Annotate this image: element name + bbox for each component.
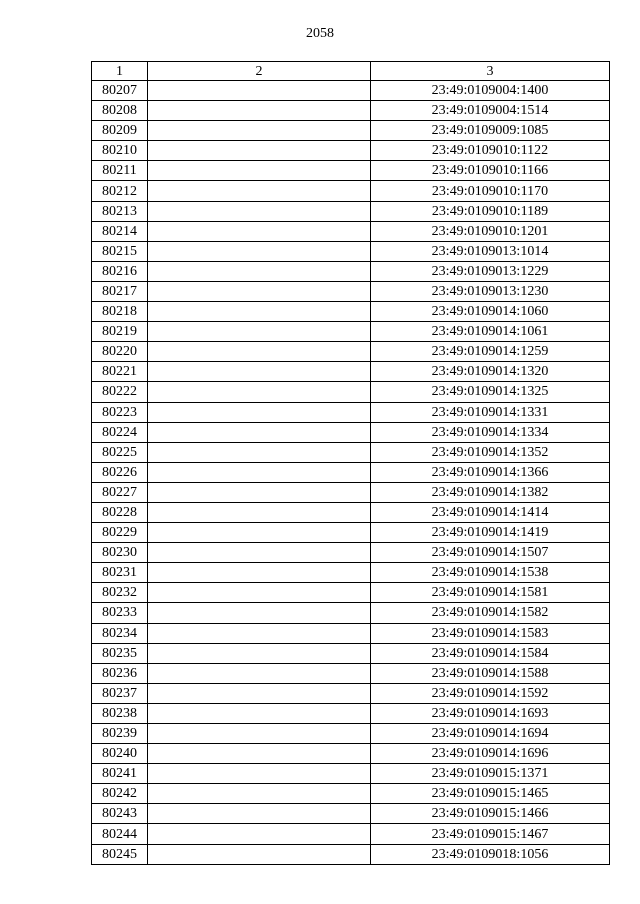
table-row [92,543,610,563]
table-row [92,261,610,281]
column-2-cell [148,402,371,422]
row-number-cell: 80228 [92,502,148,522]
table-row [92,322,610,342]
table-row [92,724,610,744]
row-number-cell: 80232 [92,583,148,603]
table-row [92,402,610,422]
table-row [92,583,610,603]
table-row [92,844,610,864]
table-row [92,764,610,784]
row-number-cell: 80218 [92,302,148,322]
row-number-cell: 80217 [92,281,148,301]
cadastral-number-cell: 23:49:0109014:1582 [371,603,610,623]
column-2-cell [148,161,371,181]
row-number-cell: 80225 [92,442,148,462]
table-row [92,703,610,723]
cadastral-number-cell: 23:49:0109015:1466 [371,804,610,824]
cadastral-number-cell: 23:49:0109015:1467 [371,824,610,844]
table-row [92,623,610,643]
table-body [92,81,610,865]
column-2-cell [148,101,371,121]
column-2-cell [148,502,371,522]
row-number-cell: 80210 [92,141,148,161]
column-2-cell [148,603,371,623]
cadastral-number-cell: 23:49:0109004:1400 [371,81,610,101]
cadastral-number-cell: 23:49:0109014:1693 [371,703,610,723]
cadastral-number-cell: 23:49:0109014:1592 [371,683,610,703]
column-2-cell [148,623,371,643]
table-row [92,141,610,161]
column-2-cell [148,462,371,482]
cadastral-number-cell: 23:49:0109013:1230 [371,281,610,301]
column-2-cell [148,824,371,844]
cadastral-number-cell: 23:49:0109014:1060 [371,302,610,322]
table-row [92,161,610,181]
column-2-cell [148,563,371,583]
column-2-cell [148,663,371,683]
row-number-cell: 80227 [92,482,148,502]
cadastral-number-cell: 23:49:0109010:1189 [371,201,610,221]
row-number-cell: 80207 [92,81,148,101]
column-2-cell [148,543,371,563]
row-number-cell: 80221 [92,362,148,382]
cadastral-number-cell: 23:49:0109014:1696 [371,744,610,764]
table-row [92,442,610,462]
row-number-cell: 80241 [92,764,148,784]
row-number-cell: 80220 [92,342,148,362]
table-row [92,181,610,201]
table-row [92,563,610,583]
cadastral-number-cell: 23:49:0109014:1538 [371,563,610,583]
row-number-cell: 80239 [92,724,148,744]
column-2-cell [148,744,371,764]
table-row [92,342,610,362]
row-number-cell: 80222 [92,382,148,402]
table-row [92,101,610,121]
cadastral-number-cell: 23:49:0109014:1366 [371,462,610,482]
cadastral-number-cell: 23:49:0109010:1201 [371,221,610,241]
table-row [92,482,610,502]
table-row [92,663,610,683]
row-number-cell: 80229 [92,523,148,543]
row-number-cell: 80224 [92,422,148,442]
column-2-cell [148,844,371,864]
column-2-cell [148,281,371,301]
row-number-cell: 80214 [92,221,148,241]
row-number-cell: 80233 [92,603,148,623]
row-number-cell: 80215 [92,241,148,261]
table-header [92,62,610,81]
cadastral-number-cell: 23:49:0109009:1085 [371,121,610,141]
cadastral-number-cell: 23:49:0109018:1056 [371,844,610,864]
column-2-cell [148,81,371,101]
row-number-cell: 80236 [92,663,148,683]
cadastral-number-cell: 23:49:0109014:1507 [371,543,610,563]
header-row [92,62,610,81]
table-row [92,81,610,101]
table-row [92,744,610,764]
cadastral-number-cell: 23:49:0109014:1061 [371,322,610,342]
table-row [92,683,610,703]
cadastral-number-cell: 23:49:0109014:1325 [371,382,610,402]
cadastral-number-cell: 23:49:0109004:1514 [371,101,610,121]
registry-table [91,61,610,865]
table-row [92,784,610,804]
column-2-cell [148,422,371,442]
row-number-cell: 80245 [92,844,148,864]
table-row [92,281,610,301]
cadastral-number-cell: 23:49:0109014:1382 [371,482,610,502]
row-number-cell: 80212 [92,181,148,201]
column-2-cell [148,141,371,161]
cadastral-number-cell: 23:49:0109013:1014 [371,241,610,261]
cadastral-number-cell: 23:49:0109014:1581 [371,583,610,603]
cadastral-number-cell: 23:49:0109014:1320 [371,362,610,382]
cadastral-number-cell: 23:49:0109010:1122 [371,141,610,161]
row-number-cell: 80244 [92,824,148,844]
cadastral-number-cell: 23:49:0109014:1694 [371,724,610,744]
row-number-cell: 80235 [92,643,148,663]
cadastral-number-cell: 23:49:0109014:1588 [371,663,610,683]
cadastral-number-cell: 23:49:0109014:1583 [371,623,610,643]
table-row [92,523,610,543]
column-2-cell [148,583,371,603]
row-number-cell: 80216 [92,261,148,281]
table-row [92,221,610,241]
table-row [92,382,610,402]
row-number-cell: 80209 [92,121,148,141]
cadastral-number-cell: 23:49:0109014:1331 [371,402,610,422]
column-2-cell [148,764,371,784]
row-number-cell: 80226 [92,462,148,482]
row-number-cell: 80237 [92,683,148,703]
table-row [92,422,610,442]
column-2-cell [148,703,371,723]
cadastral-number-cell: 23:49:0109013:1229 [371,261,610,281]
row-number-cell: 80231 [92,563,148,583]
row-number-cell: 80238 [92,703,148,723]
column-2-cell [148,241,371,261]
column-2-cell [148,221,371,241]
table-row [92,241,610,261]
page-number: 2058 [306,26,334,41]
column-2-cell [148,643,371,663]
column-2-cell [148,804,371,824]
column-2-cell [148,442,371,462]
column-2-cell [148,482,371,502]
column-2-cell [148,342,371,362]
column-header-3: 3 [371,62,610,81]
row-number-cell: 80242 [92,784,148,804]
cadastral-number-cell: 23:49:0109010:1170 [371,181,610,201]
row-number-cell: 80208 [92,101,148,121]
row-number-cell: 80240 [92,744,148,764]
table-row [92,643,610,663]
row-number-cell: 80230 [92,543,148,563]
table-row [92,502,610,522]
table-row [92,603,610,623]
row-number-cell: 80219 [92,322,148,342]
column-2-cell [148,302,371,322]
column-2-cell [148,201,371,221]
table-row [92,201,610,221]
column-2-cell [148,362,371,382]
table-row [92,362,610,382]
row-number-cell: 80223 [92,402,148,422]
cadastral-number-cell: 23:49:0109014:1584 [371,643,610,663]
cadastral-number-cell: 23:49:0109015:1371 [371,764,610,784]
table-row [92,302,610,322]
row-number-cell: 80234 [92,623,148,643]
column-2-cell [148,683,371,703]
table-row [92,121,610,141]
column-2-cell [148,724,371,744]
column-2-cell [148,382,371,402]
cadastral-number-cell: 23:49:0109015:1465 [371,784,610,804]
cadastral-number-cell: 23:49:0109014:1334 [371,422,610,442]
column-header-1: 1 [92,62,148,81]
column-2-cell [148,181,371,201]
column-2-cell [148,322,371,342]
row-number-cell: 80213 [92,201,148,221]
cadastral-number-cell: 23:49:0109014:1352 [371,442,610,462]
cadastral-number-cell: 23:49:0109014:1414 [371,502,610,522]
table-row [92,462,610,482]
column-2-cell [148,523,371,543]
column-header-2: 2 [148,62,371,81]
row-number-cell: 80211 [92,161,148,181]
column-2-cell [148,784,371,804]
column-2-cell [148,121,371,141]
cadastral-number-cell: 23:49:0109010:1166 [371,161,610,181]
cadastral-number-cell: 23:49:0109014:1259 [371,342,610,362]
row-number-cell: 80243 [92,804,148,824]
cadastral-number-cell: 23:49:0109014:1419 [371,523,610,543]
column-2-cell [148,261,371,281]
table-row [92,804,610,824]
table-row [92,824,610,844]
